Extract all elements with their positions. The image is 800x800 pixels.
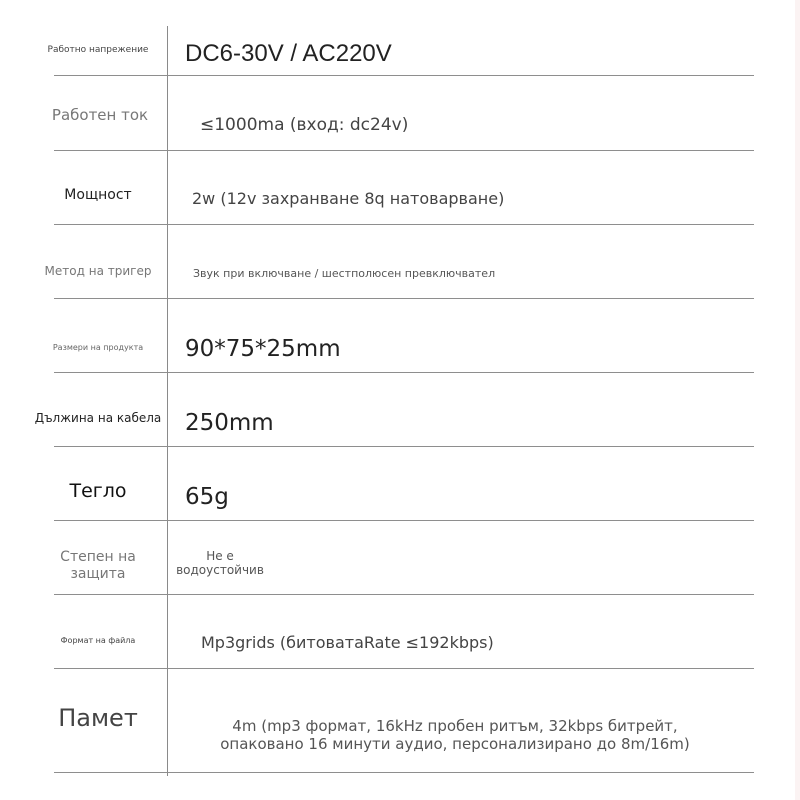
row-divider <box>54 298 754 299</box>
spec-value-trigger: Звук при включване / шестполюсен превключвател <box>193 267 496 280</box>
spec-value-current: ≤1000ma (вход: dc24v) <box>200 115 409 135</box>
spec-label-power: Мощност <box>64 187 132 203</box>
spec-value-voltage: DC6-30V / AC220V <box>185 40 392 67</box>
spec-label-weight: Тегло <box>69 480 127 502</box>
row-divider <box>54 594 754 595</box>
row-divider <box>54 772 754 773</box>
spec-label-trigger: Метод на тригер <box>44 264 152 278</box>
row-divider <box>54 150 754 151</box>
page-edge <box>795 0 800 800</box>
spec-value-protection: Не е водоустойчив <box>176 549 264 578</box>
spec-value-memory: 4m (mp3 формат, 16kHz пробен ритъм, 32kbps битрейт, опаковано 16 минути аудио, персонализирано до 8m/16m) <box>220 717 690 753</box>
spec-value-weight: 65g <box>185 484 229 510</box>
spec-label-file-format: Формат на файла <box>60 636 136 645</box>
row-divider <box>54 224 754 225</box>
row-divider <box>54 520 754 521</box>
row-divider <box>54 446 754 447</box>
spec-label-protection: Степен на защита <box>60 549 136 582</box>
spec-value-cable-length: 250mm <box>185 410 274 436</box>
row-divider <box>54 668 754 669</box>
row-divider <box>54 75 754 76</box>
spec-label-current: Работен ток <box>51 106 149 124</box>
spec-label-voltage: Работно напрежение <box>47 45 149 55</box>
spec-label-memory: Памет <box>58 704 138 732</box>
spec-label-cable-length: Дължина на кабела <box>34 411 162 425</box>
spec-label-dimensions: Размери на продукта <box>52 343 144 352</box>
row-divider <box>54 372 754 373</box>
spec-value-power: 2w (12v захранване 8q натоварване) <box>192 189 505 208</box>
column-divider <box>167 26 168 776</box>
spec-value-file-format: Mp3grids (битоватаRate ≤192kbps) <box>201 633 494 652</box>
spec-value-dimensions: 90*75*25mm <box>185 336 341 362</box>
